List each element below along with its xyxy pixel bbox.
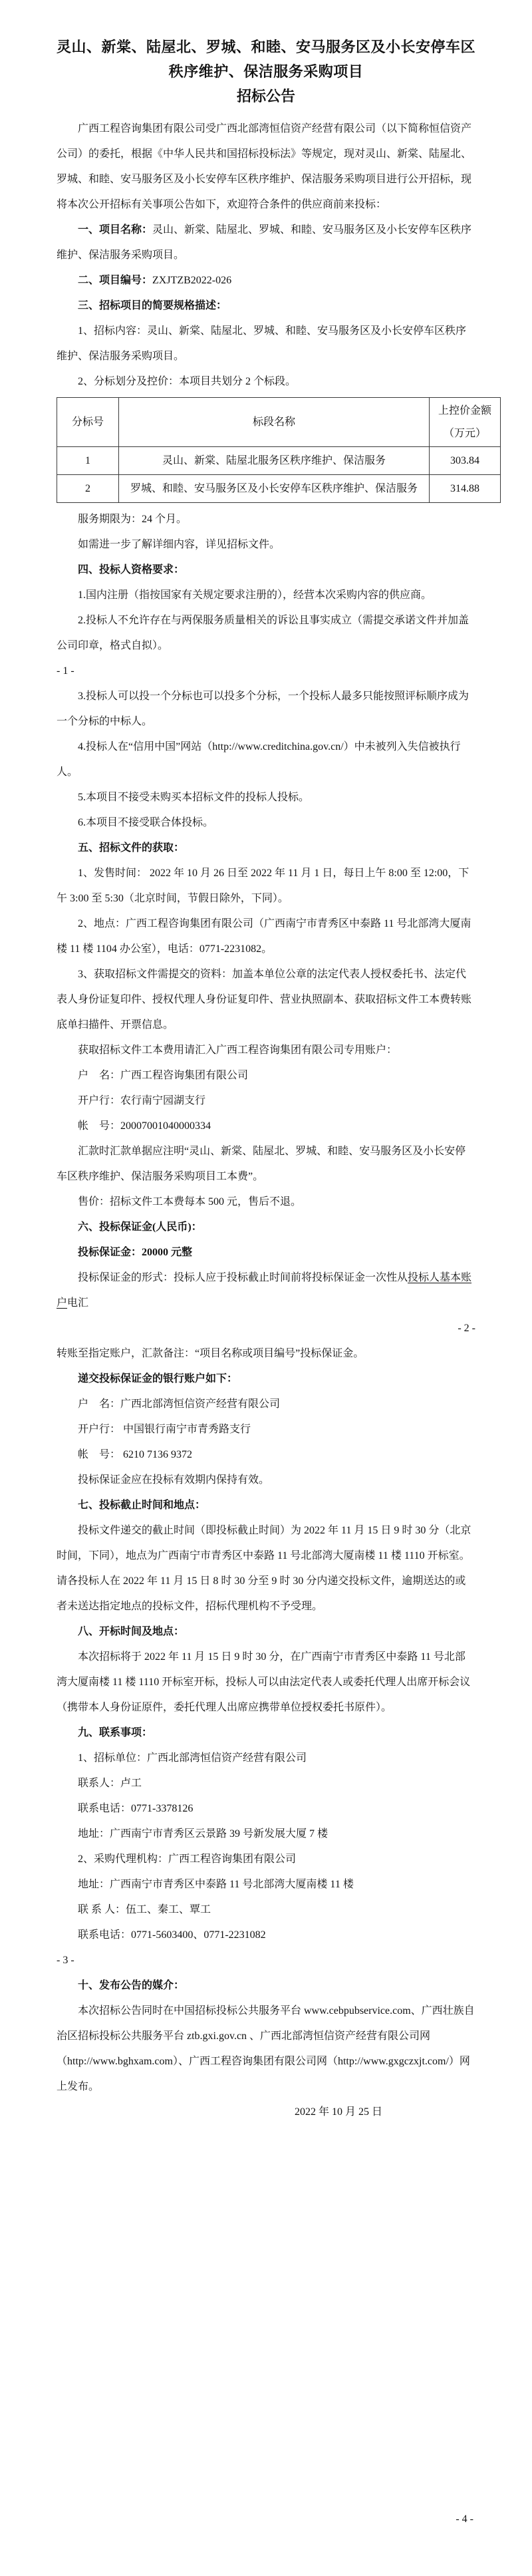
table-header-cell: 上控价金额（万元） (430, 398, 501, 447)
text-segment: 投标人基本账户 (57, 1272, 472, 1309)
table-row (57, 475, 501, 503)
text-segment: - 3 - (57, 1955, 74, 1966)
qualification-4 (57, 734, 475, 785)
text-segment: 联系电话：0771-5603400、0771-2231082 (78, 1929, 266, 1941)
section-6-heading (57, 1215, 475, 1240)
text-segment: 本次招标将于 2022 年 11 月 15 日 9 时 30 分，在广西南宁市青秀区中泰路 11 号北部湾大厦南楼 11 楼 1110 开标室开标，投标人可以由法定代表人或委托代理人出席开标会议（携带本人身份证原件，委托代理人出席应携带单位授权委托书原件）。 (57, 1651, 471, 1713)
text-segment: 联 系 人：伍工、秦工、覃工 (78, 1904, 211, 1915)
tenderee (57, 1746, 475, 1771)
table-cell-name: 罗城、和睦、安马服务区及小长安停车区秩序维护、保洁服务 (119, 475, 430, 503)
table-header-cell: 标段名称 (119, 398, 430, 447)
text-segment: 投标文件递交的截止时间（即投标截止时间）为 2022 年 11 月 15 日 9 时 30 分（北京时间，下同），地点为广西南宁市青秀区中泰路 11 号北部湾大厦南楼 11 楼 1110 开标室。请各投标人在 2022 年 11 月 15 日 8 时 30 分至 9 时 30 分内递交投标文件，逾期送达的或者未送达指定地点的投标文件，招标代理机构不予受理。 (57, 1525, 471, 1612)
text-segment: 售价：招标文件工本费每本 500 元，售后不退。 (78, 1196, 302, 1208)
announcement-media (57, 1999, 475, 2100)
text-segment: 地址：广西南宁市青秀区云景路 39 号新发展大厦 7 楼 (78, 1828, 329, 1840)
text-segment: 六、投标保证金(人民币)： (78, 1221, 202, 1233)
text-segment: 开户行： 中国银行南宁市青秀路支行 (78, 1424, 251, 1435)
bid-bond-form-continued (57, 1341, 475, 1367)
qualification-1 (57, 583, 475, 608)
bid-bond-form (57, 1265, 475, 1316)
section-4-heading (57, 558, 475, 583)
text-segment: 1.国内注册（指按国家有关规定要求注册的），经营本次采购内容的供应商。 (78, 589, 432, 601)
text-segment: 6.本项目不接受联合体投标。 (78, 817, 214, 828)
document-title: 灵山、新棠、陆屋北、罗城、和睦、安马服务区及小长安停车区秩序维护、保洁服务采购项目 (56, 39, 475, 80)
table-row (57, 447, 501, 475)
page-footer-mark-3 (57, 1948, 475, 1973)
doc-fee-account-note (57, 1038, 475, 1063)
announcement-date (57, 2100, 475, 2125)
text-segment: 本次招标公告同时在中国招标投标公共服务平台 www.cebpubservice.com、广西壮族自治区招标投标公共服务平台 ztb.gxi.gov.cn 、广西北部湾恒信资产经营有限公司网（http://www.bghxam.com）、广西工程咨询集团有限公司网（http://www.gxgczxjt.com/）网上发布。 (57, 2005, 475, 2092)
intro-paragraph (57, 116, 475, 218)
text-segment: 十、发布公告的媒介： (78, 1980, 185, 1991)
qualification-5 (57, 785, 475, 810)
qualification-3 (57, 684, 475, 734)
text-segment: 八、开标时间及地点： (78, 1626, 185, 1637)
section-10-heading (57, 1973, 475, 1999)
doc-fee-account-number (57, 1114, 475, 1139)
text-segment: 二、项目编号： (78, 275, 153, 286)
text-segment: 3.投标人可以投一个分标也可以投多个分标，一个投标人最多只能按照评标顺序成为一个分标的中标人。 (57, 691, 469, 727)
section-2-project-number (57, 268, 475, 293)
tenderee-phone (57, 1796, 475, 1822)
agency (57, 1847, 475, 1872)
text-segment: 1、发售时间： 2022 年 10 月 26 日至 2022 年 11 月 1 日，每日上午 8:00 至 12:00，下午 3:00 至 5:30（北京时间，节假日除外，下同）。 (57, 868, 469, 904)
text-segment: 帐 号：20007001040000334 (78, 1120, 211, 1132)
remittance-note (57, 1139, 475, 1190)
text-segment: 2022 年 10 月 25 日 (294, 2106, 382, 2118)
lots-table (57, 397, 501, 503)
text-segment: 投标保证金的形式：投标人应于投标截止时间前将投标保证金一次性从 (78, 1272, 408, 1283)
text-segment: 联系人：卢工 (78, 1778, 142, 1789)
text-segment: 1、招标单位：广西北部湾恒信资产经营有限公司 (78, 1752, 307, 1764)
text-segment: 户 名：广西工程咨询集团有限公司 (78, 1070, 249, 1081)
text-segment: ZXJTZB2022-026 (152, 275, 232, 286)
document-body (0, 108, 532, 2125)
sale-time (57, 861, 475, 911)
bid-content (57, 319, 475, 369)
text-segment: 投标保证金应在投标有效期内保持有效。 (78, 1474, 270, 1486)
more-detail-note (57, 532, 475, 558)
required-materials (57, 962, 475, 1038)
bid-opening (57, 1645, 475, 1720)
agency-phone (57, 1923, 475, 1948)
text-segment: 四、投标人资格要求： (78, 564, 185, 575)
text-segment: 三、招标项目的简要规格描述： (78, 300, 227, 311)
document-subtitle: 招标公告 (236, 88, 295, 104)
text-segment: 联系电话：0771-3378126 (78, 1803, 194, 1814)
page-footer-mark-1 (57, 659, 475, 684)
text-segment: 灵山、新棠、陆屋北、罗城、和睦、安马服务区及小长安停车区秩序维护、保洁服务采购项目。 (57, 224, 472, 261)
text-segment: 地址：广西南宁市青秀区中泰路 11 号北部湾大厦南楼 11 楼 (78, 1879, 354, 1890)
page-footer-mark-4: - 4 - (456, 2513, 473, 2525)
section-7-heading (57, 1493, 475, 1518)
section-8-heading (57, 1619, 475, 1645)
text-segment: 4.投标人在“信用中国”网站（http://www.creditchina.gov.cn/）中未被列入失信被执行人。 (57, 741, 461, 778)
text-segment: 2、地点：广西工程咨询集团有限公司（广西南宁市青秀区中泰路 11 号北部湾大厦南楼 11 楼 1104 办公室），电话：0771-2231082。 (57, 918, 471, 955)
bond-account-name (57, 1392, 475, 1417)
page-footer-mark-2 (57, 1316, 475, 1341)
table-cell-no: 1 (57, 447, 119, 475)
qualification-6 (57, 810, 475, 836)
text-segment: 3、获取招标文件需提交的资料：加盖本单位公章的法定代表人授权委托书、法定代表人身份证复印件、授权代理人身份证复印件、营业执照副本、获取招标文件工本费转账底单扫描件、开票信息。 (57, 969, 472, 1031)
text-segment: 投标保证金：20000 元整 (78, 1247, 193, 1258)
text-segment: 2、采购代理机构：广西工程咨询集团有限公司 (78, 1853, 297, 1865)
text-segment: 1、招标内容：灵山、新棠、陆屋北、罗城、和睦、安马服务区及小长安停车区秩序维护、保洁服务采购项目。 (57, 325, 467, 362)
text-segment: 递交投标保证金的银行账户如下： (78, 1373, 238, 1384)
text-segment: 九、联系事项： (78, 1727, 153, 1738)
text-segment: 开户行：农行南宁园湖支行 (78, 1095, 206, 1106)
text-segment: 一、项目名称： (78, 224, 153, 236)
section-1-project-name (57, 218, 475, 268)
text-segment: 获取招标文件工本费用请汇入广西工程咨询集团有限公司专用账户： (78, 1045, 398, 1056)
table-header-cell: 分标号 (57, 398, 119, 447)
text-segment: 七、投标截止时间和地点： (78, 1500, 206, 1511)
qualification-2 (57, 608, 475, 659)
tenderee-contact (57, 1771, 475, 1796)
bond-validity-note (57, 1468, 475, 1493)
lot-division (57, 369, 475, 395)
table-cell-no: 2 (57, 475, 119, 503)
bond-account-number (57, 1442, 475, 1468)
text-segment: 广西工程咨询集团有限公司受广西北部湾恒信资产经营有限公司（以下简称恒信资产公司）的委托，根据《中华人民共和国招标投标法》等规定，现对灵山、新棠、陆屋北、罗城、和睦、安马服务区及小长安停车区秩序维护、保洁服务采购项目进行公开招标，现将本次公开招标有关事项公告如下，欢迎符合条件的供应商前来投标： (57, 123, 472, 210)
text-segment: - 2 - (458, 1323, 475, 1334)
doc-price (57, 1190, 475, 1215)
text-segment: - 1 - (57, 665, 74, 677)
table-header-row (57, 398, 501, 447)
doc-fee-account-name (57, 1063, 475, 1088)
text-segment: 2.投标人不允许存在与两保服务质量相关的诉讼且事实成立（需提交承诺文件并加盖公司印章，格式自拟）。 (57, 615, 469, 651)
bond-bank (57, 1417, 475, 1442)
table-cell-price: 314.88 (430, 475, 501, 503)
sale-place (57, 911, 475, 962)
bond-account-heading (57, 1367, 475, 1392)
text-segment: 5.本项目不接受未购买本招标文件的投标人投标。 (78, 792, 310, 803)
service-period (57, 507, 475, 532)
bid-bond-amount (57, 1240, 475, 1265)
text-segment: 服务期限为：24 个月。 (78, 514, 188, 525)
section-3-heading (57, 293, 475, 319)
text-segment: 如需进一步了解详细内容，详见招标文件。 (78, 539, 281, 550)
text-segment: 户 名：广西北部湾恒信资产经营有限公司 (78, 1398, 281, 1410)
agency-address (57, 1872, 475, 1897)
text-segment: 转账至指定账户，汇款备注：“项目名称或项目编号”投标保证金。 (57, 1348, 364, 1359)
text-segment: 帐 号： 6210 7136 9372 (78, 1449, 193, 1460)
text-segment: 汇款时汇款单据应注明“灵山、新棠、陆屋北、罗城、和睦、安马服务区及小长安停车区秩序维护、保洁服务采购项目工本费”。 (57, 1146, 466, 1182)
text-segment: 电汇 (67, 1297, 89, 1309)
text-segment: 2、分标划分及控价：本项目共划分 2 个标段。 (78, 376, 297, 387)
agency-contact (57, 1897, 475, 1923)
tenderee-address (57, 1822, 475, 1847)
doc-fee-bank (57, 1088, 475, 1114)
section-5-heading (57, 836, 475, 861)
text-segment: 五、招标文件的获取： (78, 842, 185, 854)
table-cell-name: 灵山、新棠、陆屋北服务区秩序维护、保洁服务 (119, 447, 430, 475)
bid-deadline (57, 1518, 475, 1619)
section-9-heading (57, 1720, 475, 1746)
table-cell-price: 303.84 (430, 447, 501, 475)
